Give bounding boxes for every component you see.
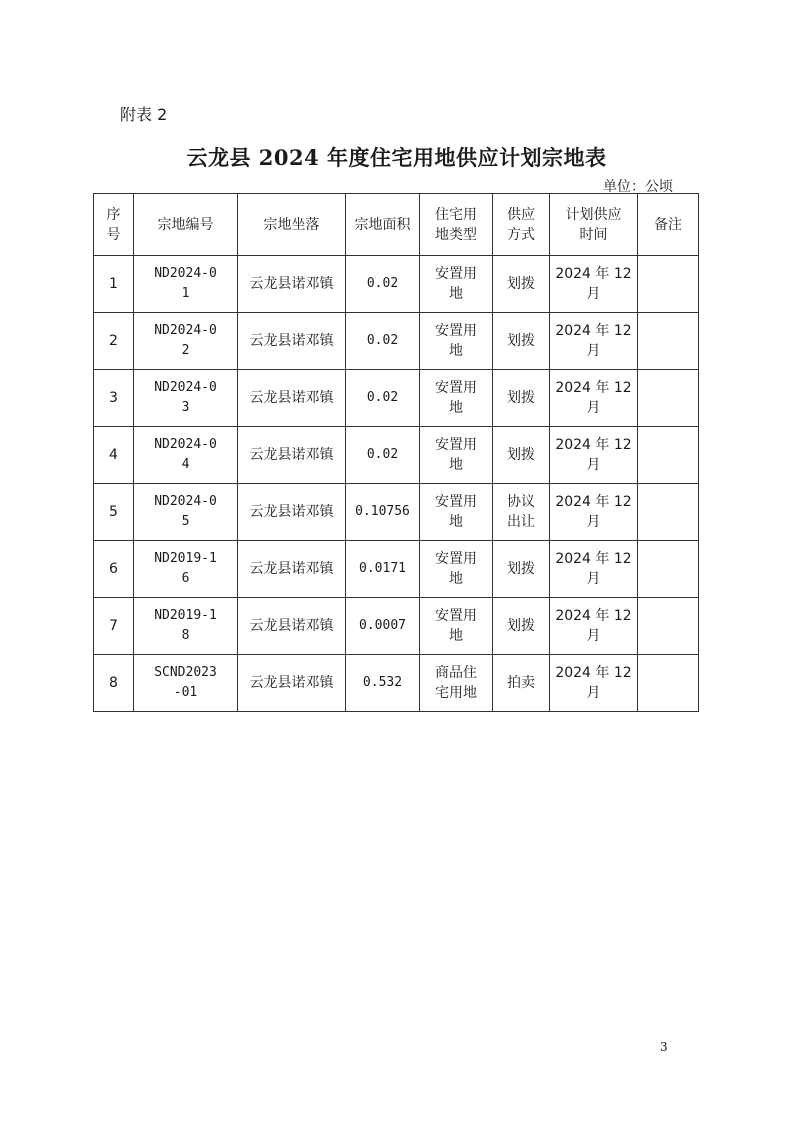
land-type-cell: 商品住 宅用地 (420, 655, 493, 712)
parcel-id-cell: ND2024-0 5 (134, 484, 238, 541)
location-cell: 云龙县诺邓镇 (238, 370, 346, 427)
plan-time-cell: 2024 年 12 月 (550, 313, 638, 370)
remarks-cell (638, 541, 699, 598)
table-header-row (94, 194, 699, 256)
area-cell: 0.532 (346, 655, 420, 712)
table-row (94, 313, 699, 370)
header-cell: 宗地坐落 (238, 194, 346, 256)
location-cell: 云龙县诺邓镇 (238, 427, 346, 484)
page-title: 云龙县 2024 年度住宅用地供应计划宗地表 (186, 145, 607, 170)
row-number-cell: 6 (94, 541, 134, 598)
table-row (94, 598, 699, 655)
parcel-id-cell: SCND2023 -01 (134, 655, 238, 712)
land-type-cell: 安置用 地 (420, 598, 493, 655)
table-row (94, 655, 699, 712)
parcel-id-cell: ND2024-0 4 (134, 427, 238, 484)
header-cell: 住宅用 地类型 (420, 194, 493, 256)
parcel-id-cell: ND2024-0 1 (134, 256, 238, 313)
supply-method-cell: 划拨 (493, 370, 550, 427)
header-cell: 备注 (638, 194, 699, 256)
location-cell: 云龙县诺邓镇 (238, 256, 346, 313)
header-cell: 序 号 (94, 194, 134, 256)
supply-method-cell: 划拨 (493, 256, 550, 313)
header-cell: 宗地面积 (346, 194, 420, 256)
land-type-cell: 安置用 地 (420, 313, 493, 370)
land-type-cell: 安置用 地 (420, 541, 493, 598)
row-number-cell: 5 (94, 484, 134, 541)
row-number-cell: 4 (94, 427, 134, 484)
plan-time-cell: 2024 年 12 月 (550, 541, 638, 598)
area-cell: 0.02 (346, 313, 420, 370)
area-cell: 0.0171 (346, 541, 420, 598)
parcel-id-cell: ND2024-0 2 (134, 313, 238, 370)
supply-method-cell: 划拨 (493, 313, 550, 370)
area-cell: 0.0007 (346, 598, 420, 655)
row-number-cell: 8 (94, 655, 134, 712)
remarks-cell (638, 427, 699, 484)
appendix-label: 附表 2 (120, 105, 168, 124)
parcel-id-cell: ND2019-1 8 (134, 598, 238, 655)
area-cell: 0.02 (346, 427, 420, 484)
header-cell: 宗地编号 (134, 194, 238, 256)
remarks-cell (638, 256, 699, 313)
plan-time-cell: 2024 年 12 月 (550, 256, 638, 313)
unit-label: 单位：公顷 (603, 179, 673, 195)
header-cell: 供应 方式 (493, 194, 550, 256)
table-row (94, 427, 699, 484)
location-cell: 云龙县诺邓镇 (238, 484, 346, 541)
remarks-cell (638, 655, 699, 712)
plan-time-cell: 2024 年 12 月 (550, 655, 638, 712)
location-cell: 云龙县诺邓镇 (238, 313, 346, 370)
location-cell: 云龙县诺邓镇 (238, 655, 346, 712)
plan-time-cell: 2024 年 12 月 (550, 370, 638, 427)
plan-time-cell: 2024 年 12 月 (550, 427, 638, 484)
land-supply-table (93, 193, 699, 712)
remarks-cell (638, 313, 699, 370)
parcel-id-cell: ND2019-1 6 (134, 541, 238, 598)
plan-time-cell: 2024 年 12 月 (550, 598, 638, 655)
remarks-cell (638, 484, 699, 541)
supply-method-cell: 划拨 (493, 541, 550, 598)
remarks-cell (638, 370, 699, 427)
land-type-cell: 安置用 地 (420, 256, 493, 313)
supply-method-cell: 划拨 (493, 427, 550, 484)
area-cell: 0.02 (346, 256, 420, 313)
page-number: 3 (660, 1040, 668, 1054)
land-type-cell: 安置用 地 (420, 427, 493, 484)
table-row (94, 541, 699, 598)
row-number-cell: 7 (94, 598, 134, 655)
supply-method-cell: 拍卖 (493, 655, 550, 712)
supply-method-cell: 划拨 (493, 598, 550, 655)
parcel-id-cell: ND2024-0 3 (134, 370, 238, 427)
area-cell: 0.10756 (346, 484, 420, 541)
land-type-cell: 安置用 地 (420, 484, 493, 541)
row-number-cell: 1 (94, 256, 134, 313)
table-row (94, 484, 699, 541)
remarks-cell (638, 598, 699, 655)
location-cell: 云龙县诺邓镇 (238, 598, 346, 655)
plan-time-cell: 2024 年 12 月 (550, 484, 638, 541)
table-row (94, 370, 699, 427)
area-cell: 0.02 (346, 370, 420, 427)
row-number-cell: 3 (94, 370, 134, 427)
land-type-cell: 安置用 地 (420, 370, 493, 427)
supply-method-cell: 协议 出让 (493, 484, 550, 541)
location-cell: 云龙县诺邓镇 (238, 541, 346, 598)
row-number-cell: 2 (94, 313, 134, 370)
header-cell: 计划供应 时间 (550, 194, 638, 256)
table-row (94, 256, 699, 313)
